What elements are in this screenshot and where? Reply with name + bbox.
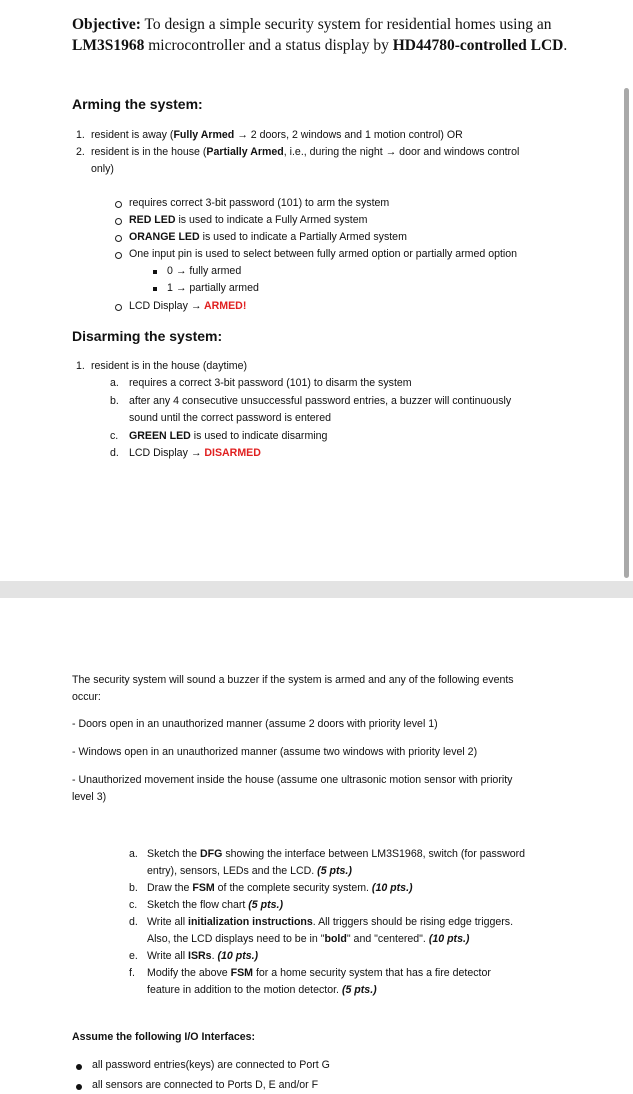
lcd-name: HD44780-controlled LCD [392,37,564,54]
bullet-icon [76,1084,82,1090]
right-arrow-icon: → [175,282,187,294]
option-fully-armed: 0 → fully armed [167,265,242,277]
event-motion: - Unauthorized movement inside the house (assume one ultrasonic motion sensor with priority [72,774,513,786]
disarming-sub-d-letter: d. [110,447,119,459]
task-c: Sketch the flow chart (5 pts.) [147,899,284,911]
task-f-cont: feature in addition to the motion detector. (5 pts.) [147,984,377,996]
event-motion-cont: level 3) [72,791,107,803]
circle-bullet-icon [115,201,122,208]
right-arrow-icon: → [175,265,187,277]
objective-end: . [563,37,568,54]
task-d-cont: Also, the LCD displays need to be in "bold" and "centered". (10 pts.) [147,933,470,945]
disarming-item-1-num: 1. [76,360,85,372]
arming-sub-2: RED LED is used to indicate a Fully Armed system [129,214,368,226]
right-arrow-icon: → [237,129,248,141]
events-intro-cont: occur: [72,691,101,703]
arming-heading: Arming the system: [72,96,203,112]
arming-sub-3: ORANGE LED is used to indicate a Partially Armed system [129,231,407,243]
event-windows: - Windows open in an unauthorized manner (assume two windows with priority level 2) [72,746,478,758]
task-d: Write all initialization instructions. All triggers should be rising edge triggers. [147,916,514,928]
disarming-sub-b: after any 4 consecutive unsuccessful password entries, a buzzer will continuously [129,395,512,407]
task-a: Sketch the DFG showing the interface between LM3S1968, switch (for password [147,848,526,860]
task-a-letter: a. [129,848,138,860]
task-f: Modify the above FSM for a home security system that has a fire detector [147,967,491,979]
objective-text-2: microcontroller and a status display by [144,37,393,54]
task-b: Draw the FSM of the complete security system. (10 pts.) [147,882,413,894]
disarming-sub-c-letter: c. [110,430,119,442]
arming-item-1-num: 1. [76,129,85,141]
arming-item-2: resident is in the house (Partially Armed, i.e., during the night → door and windows control [91,146,520,158]
task-b-letter: b. [129,882,138,894]
task-c-letter: c. [129,899,138,911]
circle-bullet-icon [115,235,122,242]
io-item-sensors: all sensors are connected to Ports D, E and/or F [92,1079,319,1091]
bullet-icon [76,1064,82,1070]
document-page-2 [0,598,622,1090]
event-doors: - Doors open in an unauthorized manner (assume 2 doors with priority level 1) [72,718,438,730]
right-arrow-icon: → [190,447,202,459]
lcd-disarmed-line: LCD Display → DISARMED [129,447,261,459]
arming-item-1: resident is away (Fully Armed → 2 doors, 2 windows and 1 motion control) OR [91,129,463,141]
disarming-item-1: resident is in the house (daytime) [91,360,248,372]
lcd-armed-line: LCD Display → ARMED! [129,300,247,312]
circle-bullet-icon [115,304,122,311]
task-f-letter: f. [129,967,135,979]
disarmed-status-text: DISARMED [201,447,261,459]
option-partially-armed: 1 → partially armed [167,282,259,294]
task-e-letter: e. [129,950,138,962]
objective-paragraph [72,14,572,56]
objective-text: To design a simple security system for residential homes using an [140,16,552,33]
disarming-sub-b-letter: b. [110,395,119,407]
circle-bullet-icon [115,218,122,225]
io-heading: Assume the following I/O Interfaces: [72,1031,256,1043]
square-bullet-icon [153,287,157,291]
task-d-letter: d. [129,916,138,928]
objective-label: Objective: [72,16,141,33]
arming-sub-1: requires correct 3-bit password (101) to arm the system [129,197,390,209]
right-arrow-icon: → [385,146,397,158]
task-e: Write all ISRs. (10 pts.) [147,950,259,962]
task-a-cont: entry), sensors, LEDs and the LCD. (5 pts.) [147,865,352,877]
page-separator [0,581,633,598]
arming-sub-4: One input pin is used to select between fully armed option or partially armed option [129,248,518,260]
mcu-name: LM3S1968 [72,37,145,54]
square-bullet-icon [153,270,157,274]
disarming-sub-a-letter: a. [110,377,119,389]
disarming-sub-c: GREEN LED is used to indicate disarming [129,430,328,442]
arming-item-2-num: 2. [76,146,85,158]
disarming-sub-b-cont: sound until the correct password is entered [129,412,331,424]
arming-item-2-cont: only) [91,163,114,175]
disarming-heading: Disarming the system: [72,328,223,344]
disarming-sub-a: requires a correct 3-bit password (101) to disarm the system [129,377,412,389]
io-item-keys: all password entries(keys) are connected to Port G [92,1059,330,1071]
vertical-scrollbar[interactable] [624,88,629,578]
armed-status-text: ARMED! [201,300,247,312]
right-arrow-icon: → [190,300,202,312]
events-intro: The security system will sound a buzzer if the system is armed and any of the following events [72,674,514,686]
circle-bullet-icon [115,252,122,259]
